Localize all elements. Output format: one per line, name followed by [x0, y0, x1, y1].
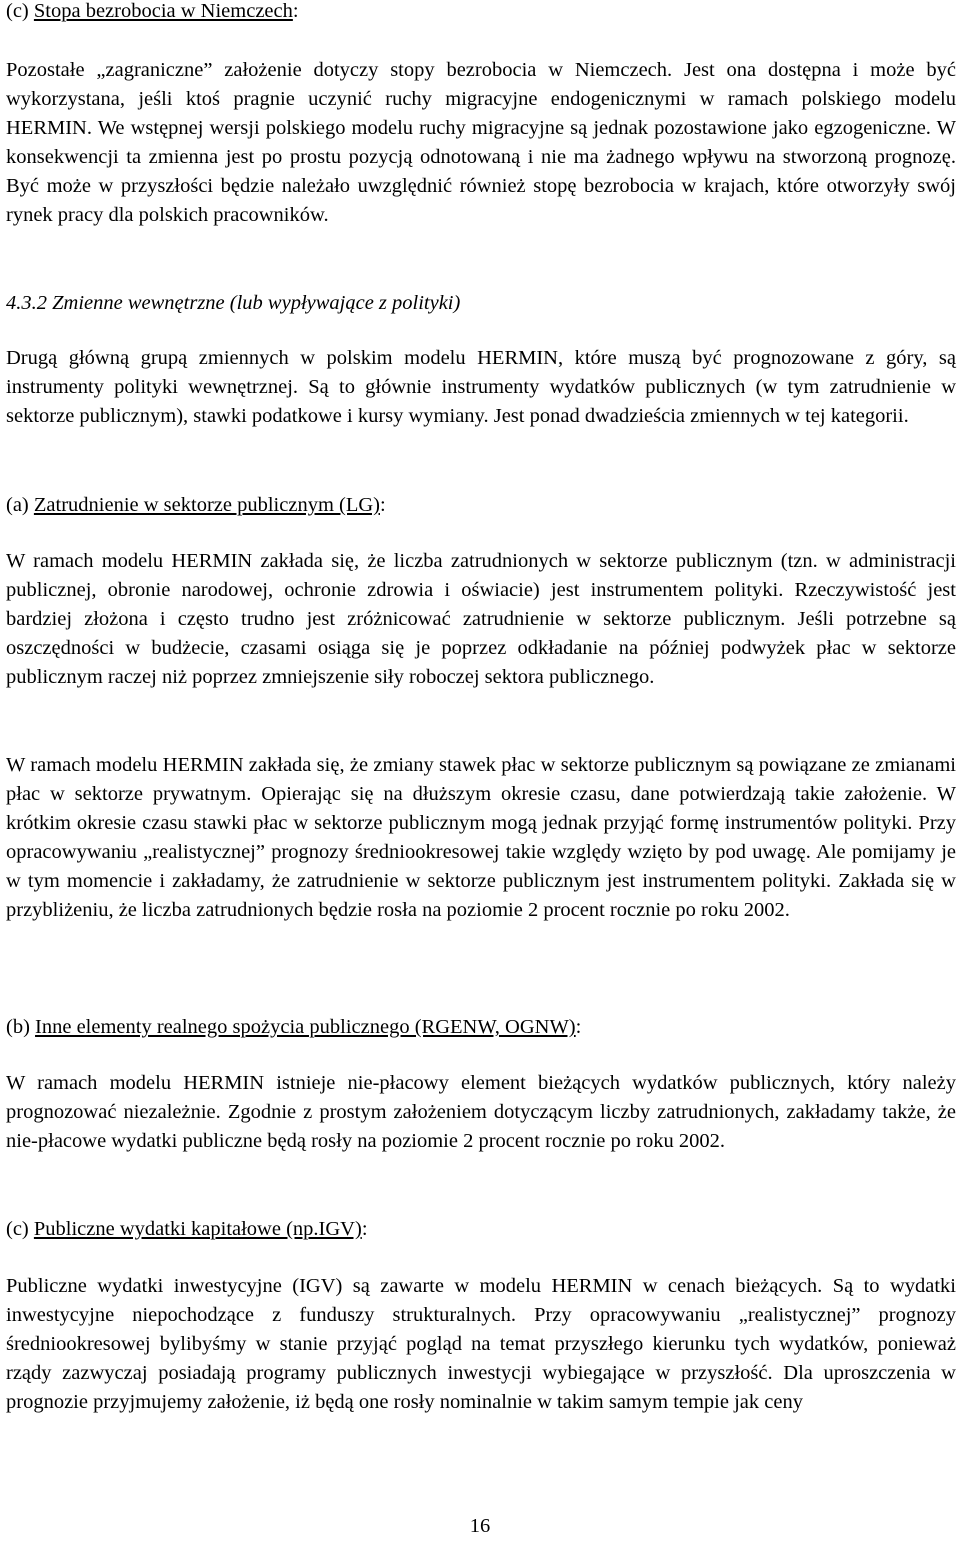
section-suffix: :	[361, 1218, 368, 1240]
section-prefix: (c)	[6, 0, 34, 22]
section-suffix: :	[380, 494, 386, 516]
paragraph-public-employment-2: W ramach modelu HERMIN zakłada się, że zmiany stawek płac w sektorze publicznym są powiązane ze zmianami płac w sektorze prywatnym. Opierając się na dłuższym okresie czasu, dane potwierdzają takie założenie. W krótkim okresie czasu stawki płac w sektorze publicznym mogą jednak przyjąć formę instrumentów polityki. Przy opracowywaniu „realistycznej” prognozy średniookresowej takie względy wzięto by pod uwagę. Ale pomijamy je w tym momencie i zakładamy, że zatrudnienie w sektorze publicznym jest instrumentem polityki. Zakłada się w przybliżeniu, że liczba zatrudnionych będzie rosła na poziomie 2 procent rocznie po roku 2002.	[6, 754, 956, 921]
section-suffix: :	[292, 0, 299, 22]
section-title: Stopa bezrobocia w Niemczech	[33, 0, 293, 22]
paragraph-public-consumption: W ramach modelu HERMIN istnieje nie-płacowy element bieżących wydatków publicznych, który należy prognozować niezależnie. Zgodnie z prostym założeniem dotyczącym liczby zatrudnionych, zakładamy także, że nie-płacowe wydatki publiczne będą rosły na poziomie 2 procent rocznie po roku 2002.	[6, 1072, 956, 1152]
section-prefix: (c)	[6, 1218, 34, 1240]
section-heading-public-employment	[6, 491, 956, 520]
paragraph-unemployment-germany: Pozostałe „zagraniczne” założenie dotyczy stopy bezrobocia w Niemczech. Jest ona dostępna i może być wykorzystana, jeśli ktoś pragnie uczynić ruchy migracyjne endogenicznymi w ramach polskiego modelu HERMIN. We wstępnej wersji polskiego modelu ruchy migracyjne są jednak pozostawione jako egzogeniczne. W konsekwencji ta zmienna jest po prostu pozycją odnotowaną i nie ma żadnego wpływu na stworzoną prognozę. Być może w przyszłości będzie należało uwzględnić również stopę bezrobocia w krajach, które otworzyły swój rynek pracy dla polskich pracowników.	[6, 59, 956, 226]
section-title: Inne elementy realnego spożycia publicznego (RGENW, OGNW)	[35, 1016, 576, 1038]
section-heading-unemployment-germany	[6, 0, 956, 26]
page-number: 16	[469, 1515, 491, 1537]
section-heading-public-consumption	[6, 1013, 956, 1042]
section-title: Publiczne wydatki kapitałowe (np.IGV)	[33, 1218, 362, 1240]
paragraph-internal-variables: Drugą główną grupą zmiennych w polskim modelu HERMIN, które muszą być prognozowane z góry, są instrumenty polityki wewnętrznej. Są to głównie instrumenty wydatków publicznych (w tym zatrudnienie w sektorze publicznym), stawki podatkowe i kursy wymiany. Jest ponad dwadzieścia zmiennych w tej kategorii.	[6, 347, 956, 427]
section-prefix: (a)	[6, 494, 34, 516]
section-prefix: (b)	[6, 1016, 36, 1038]
subsection-heading-432: 4.3.2 Zmienne wewnętrzne (lub wypływające z polityki)	[6, 292, 461, 314]
section-heading-public-capital-spending	[6, 1215, 956, 1244]
paragraph-public-employment-1: W ramach modelu HERMIN zakłada się, że liczba zatrudnionych w sektorze publicznym (tzn. w administracji publicznej, obronie narodowej, ochronie zdrowia i oświacie) jest instrumentem polityki. Rzeczywistość jest bardziej złożona i często trudno jest zróżnicować zatrudnienie w sektorze publicznym. Jeśli potrzebne są oszczędności w budżecie, czasami osiąga się je poprzez odkładanie na później podwyżek płac w sektorze publicznym raczej niż poprzez zmniejszenie siły roboczej sektora publicznego.	[6, 550, 956, 688]
paragraph-public-capital-spending: Publiczne wydatki inwestycyjne (IGV) są zawarte w modelu HERMIN w cenach bieżących. Są to wydatki inwestycyjne niepochodzące z funduszy strukturalnych. Przy opracowywaniu „realistycznej” prognozy średniookresowej bylibyśmy w stanie przyjąć pogląd na temat przyszłego kierunku tych wydatków, ponieważ rządy zazwyczaj posiadają programy publicznych inwestycji wybiegające w przyszłość. Dla uproszczenia w prognozie przyjmujemy założenie, iż będą one rosły nominalnie w takim samym tempie jak ceny	[6, 1275, 956, 1413]
section-suffix: :	[575, 1016, 582, 1038]
section-title: Zatrudnienie w sektorze publicznym (LG)	[33, 494, 380, 516]
